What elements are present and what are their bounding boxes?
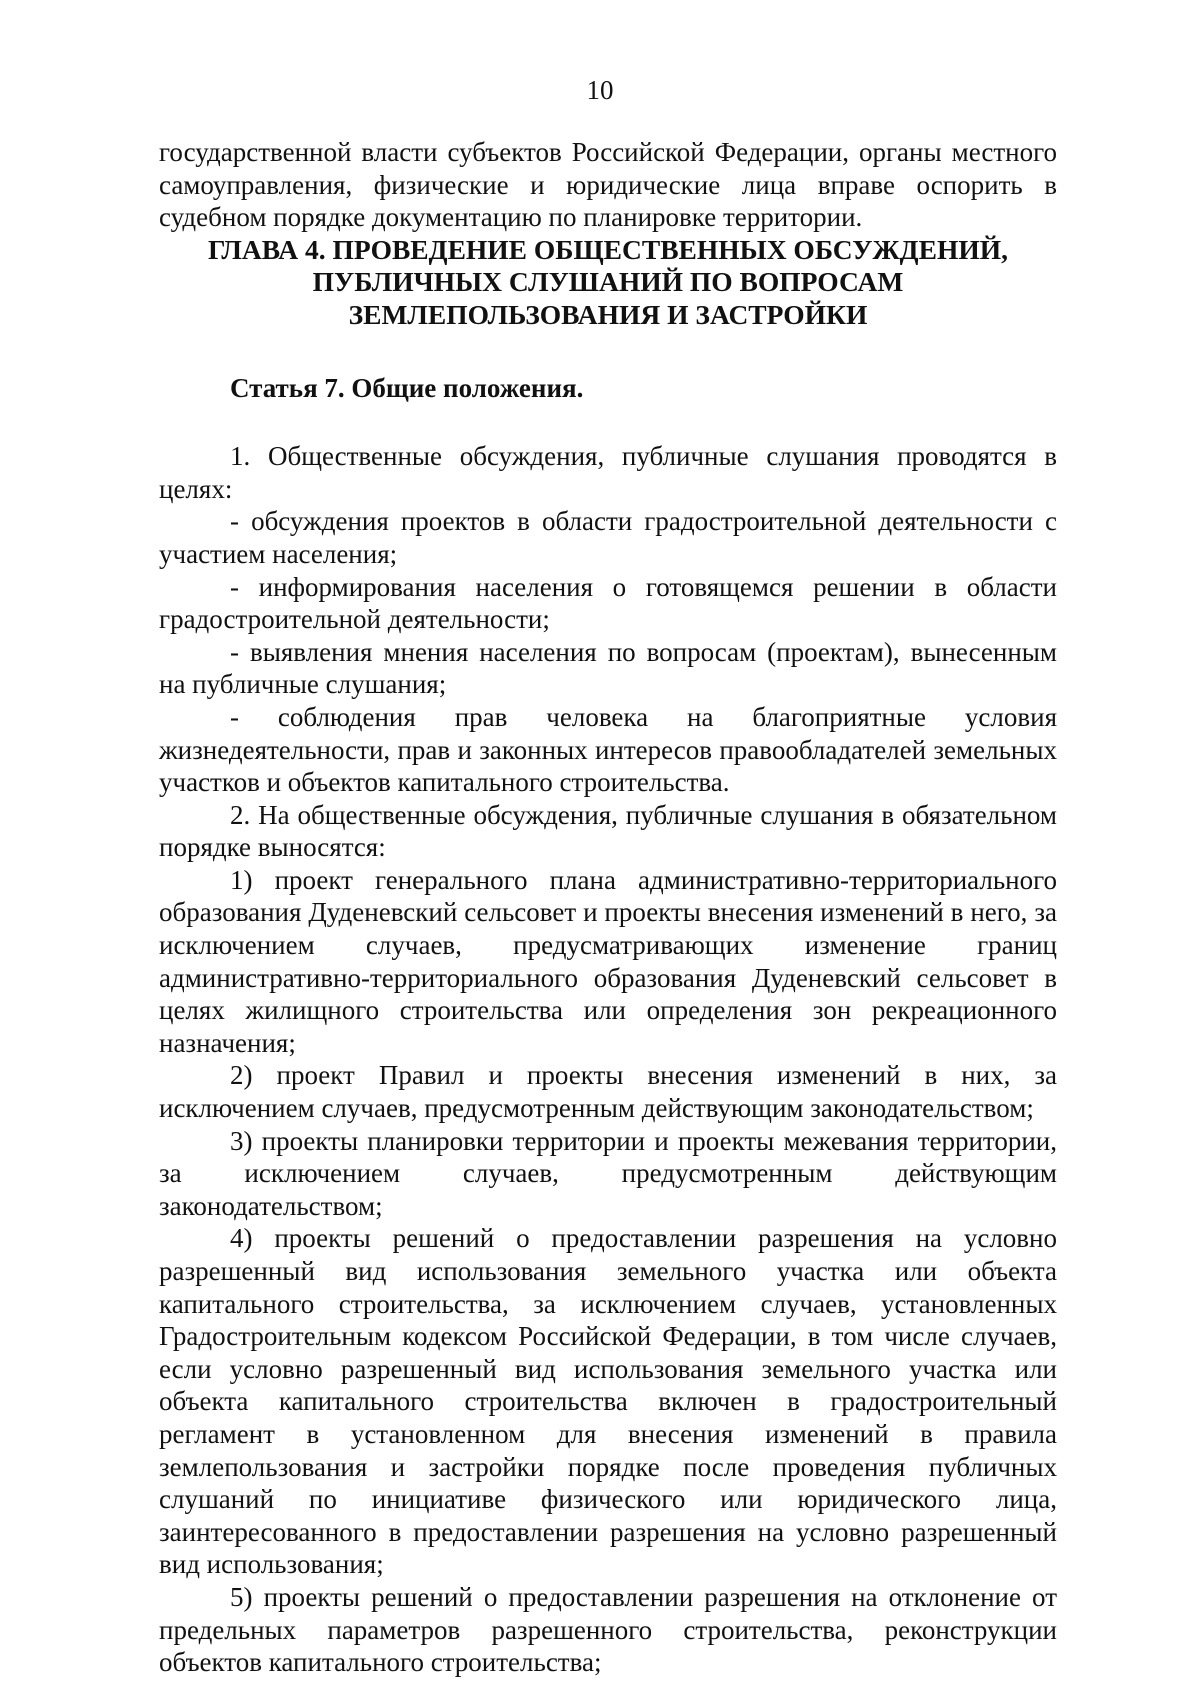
body-paragraph: - обсуждения проектов в области градостроительной деятельности с участием населения; xyxy=(159,506,1057,569)
body-paragraph: 1) проект генерального плана административно-территориального образования Дуденевский сельсовет и проекты внесения изменений в него, за исключением случаев, предусматривающих изменение границ административно-территориального образования Дуденевский сельсовет в целях жилищного строительства или определения зон рекреационного назначения; xyxy=(159,864,1057,1058)
body-paragraph: 4) проекты решений о предоставлении разрешения на условно разрешенный вид использования земельного участка или объекта капитального строительства, за исключением случаев, установленных Градостроительным кодексом Российской Федерации, в том числе случаев, если условно разрешенный вид использования земельного участка или объекта капитального строительства включен в градостроительный регламент в установленном для внесения изменений в правила землепользования и застройки порядке после проведения публичных слушаний по инициативе физического или юридического лица, заинтересованного в предоставлении разрешения на условно разрешенный вид использования; xyxy=(159,1223,1057,1580)
article-title: Статья 7. Общие положения. xyxy=(230,372,584,403)
body-paragraph: 1. Общественные обсуждения, публичные слушания проводятся в целях: xyxy=(159,441,1057,504)
body-paragraph: 2. На общественные обсуждения, публичные слушания в обязательном порядке выносятся: xyxy=(159,799,1057,863)
body-paragraph: 5) проекты решений о предоставлении разрешения на отклонение от предельных параметров разрешенного строительства, реконструкции объектов капитального строительства; xyxy=(159,1581,1057,1678)
page-content xyxy=(159,136,1057,1679)
body-paragraph: - информирования населения о готовящемся решении в области градостроительной деятельности; xyxy=(159,571,1057,635)
chapter-title: ГЛАВА 4. ПРОВЕДЕНИЕ ОБЩЕСТВЕННЫХ ОБСУЖДЕНИЙ, ПУБЛИЧНЫХ СЛУШАНИЙ ПО ВОПРОСАМ ЗЕМЛЕПОЛЬЗОВАНИЯ И ЗАСТРОЙКИ xyxy=(208,233,1008,330)
body-paragraph: - выявления мнения населения по вопросам (проектам), вынесенным на публичные слушания; xyxy=(159,636,1057,700)
body-paragraph: - соблюдения прав человека на благоприятные условия жизнедеятельности, прав и законных интересов правообладателей земельных участков и объектов капитального строительства. xyxy=(159,701,1057,798)
body-paragraph: 2) проект Правил и проекты внесения изменений в них, за исключением случаев, предусмотренным действующим законодательством; xyxy=(159,1060,1057,1124)
body-paragraph: 3) проекты планировки территории и проекты межевания территории, за исключением случаев, предусмотренным действующим законодательством; xyxy=(159,1125,1057,1221)
continuation-paragraph: государственной власти субъектов Российской Федерации, органы местного самоуправления, физические и юридические лица вправе оспорить в судебном порядке документацию по планировке территории. xyxy=(159,137,1057,233)
page-number: 10 xyxy=(586,75,614,105)
